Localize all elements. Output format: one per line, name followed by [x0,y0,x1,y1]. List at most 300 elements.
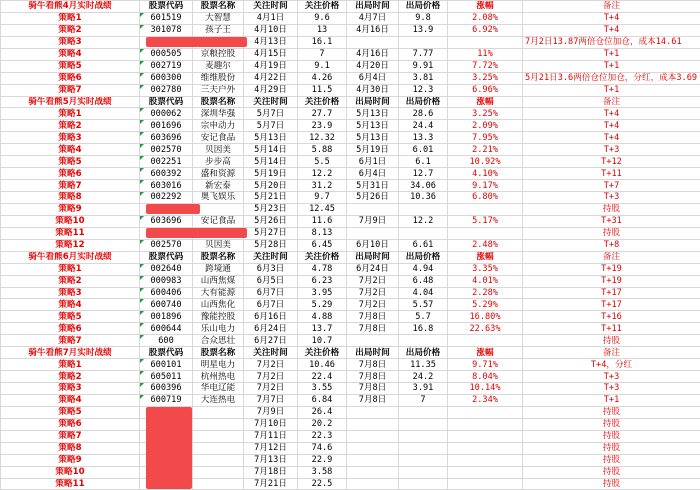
exit_price-cell[interactable]: 13.9 [399,24,448,36]
watch_time-cell[interactable]: 4月1日 [244,12,298,24]
name-cell[interactable] [193,406,244,418]
watch_time-cell[interactable]: 7月7日 [244,394,298,406]
gain-cell[interactable]: 2.09% [448,120,523,132]
code-cell[interactable]: 002570 [140,239,193,251]
watch_price-cell[interactable]: 22.5 [298,478,347,490]
watch_price-cell[interactable]: 6.45 [298,239,347,251]
strategy-label[interactable]: 策略11 [1,227,140,239]
note-cell[interactable]: T+1 [523,60,700,72]
watch_time-cell[interactable]: 6月27日 [244,335,298,347]
gain-cell[interactable]: 3.25% [448,72,523,84]
note-cell[interactable]: T+1 [523,48,700,60]
name-cell[interactable]: 山西焦化 [193,299,244,311]
strategy-label[interactable]: 策略10 [1,466,140,478]
exit_price-cell[interactable]: 7 [399,394,448,406]
column-header[interactable]: 备注 [523,1,700,13]
exit_price-cell[interactable] [399,203,448,215]
watch_time-cell[interactable]: 4月19日 [244,60,298,72]
gain-cell[interactable]: 2.21% [448,144,523,156]
exit_price-cell[interactable]: 24.4 [399,120,448,132]
note-cell[interactable]: T+3 [523,383,700,395]
code-cell[interactable]: 600740 [140,299,193,311]
name-cell[interactable]: 奥飞娱乐 [193,192,244,204]
note-cell[interactable]: 持股 [523,335,700,347]
strategy-label[interactable]: 策略8 [1,192,140,204]
exit_price-cell[interactable]: 5.57 [399,299,448,311]
exit_price-cell[interactable]: 12.3 [399,84,448,96]
name-cell[interactable]: 明星电力 [193,359,244,371]
code-cell[interactable]: 600101 [140,359,193,371]
exit_time-cell[interactable]: 7月8日 [347,383,399,395]
watch_time-cell[interactable]: 7月2日 [244,383,298,395]
gain-cell[interactable] [448,418,523,430]
note-cell[interactable]: T+19 [523,275,700,287]
watch_price-cell[interactable]: 6.23 [298,275,347,287]
column-header[interactable]: 关注价格 [298,347,347,359]
name-cell[interactable]: 三夫户外 [193,84,244,96]
strategy-label[interactable]: 策略4 [1,48,140,60]
watch_time-cell[interactable]: 4月15日 [244,48,298,60]
exit_time-cell[interactable]: 7月8日 [347,394,399,406]
exit_time-cell[interactable] [347,418,399,430]
name-cell[interactable]: 京粮控股 [193,48,244,60]
watch_price-cell[interactable]: 22.3 [298,430,347,442]
exit_price-cell[interactable]: 28.6 [399,108,448,120]
strategy-label[interactable]: 策略7 [1,84,140,96]
exit_time-cell[interactable]: 4月16日 [347,24,399,36]
note-cell[interactable]: T+16 [523,311,700,323]
code-cell[interactable]: 002570 [140,144,193,156]
gain-cell[interactable] [448,466,523,478]
name-cell[interactable]: 盛和资源 [193,168,244,180]
column-header[interactable]: 出局价格 [399,251,448,263]
watch_price-cell[interactable]: 23.9 [298,120,347,132]
strategy-label[interactable]: 策略7 [1,335,140,347]
name-cell[interactable] [193,203,244,215]
note-cell[interactable]: T+4 [523,12,700,24]
column-header[interactable]: 股票名称 [193,96,244,108]
exit_time-cell[interactable]: 4月16日 [347,48,399,60]
column-header[interactable]: 出局时间 [347,96,399,108]
gain-cell[interactable]: 2.28% [448,287,523,299]
exit_price-cell[interactable]: 24.2 [399,371,448,383]
code-cell[interactable]: 601519 [140,12,193,24]
strategy-label[interactable]: 策略9 [1,203,140,215]
strategy-label[interactable]: 策略5 [1,60,140,72]
code-cell[interactable]: 000505 [140,48,193,60]
gain-cell[interactable]: 4.10% [448,168,523,180]
gain-cell[interactable]: 6.92% [448,24,523,36]
gain-cell[interactable]: 5.29% [448,299,523,311]
column-header[interactable]: 关注价格 [298,1,347,13]
exit_price-cell[interactable]: 13.3 [399,132,448,144]
note-cell[interactable]: T+8 [523,239,700,251]
watch_price-cell[interactable]: 4.78 [298,263,347,275]
note-cell[interactable]: T+31 [523,215,700,227]
strategy-label[interactable]: 策略7 [1,180,140,192]
watch_time-cell[interactable]: 4月13日 [244,36,298,48]
column-header[interactable]: 股票名称 [193,251,244,263]
exit_time-cell[interactable] [347,36,399,48]
watch_price-cell[interactable]: 16.1 [298,36,347,48]
gain-cell[interactable]: 4.01% [448,275,523,287]
strategy-label[interactable]: 策略2 [1,275,140,287]
strategy-label[interactable]: 策略3 [1,287,140,299]
name-cell[interactable]: 合众思壮 [193,335,244,347]
strategy-label[interactable]: 策略1 [1,108,140,120]
watch_time-cell[interactable]: 5月26日 [244,215,298,227]
watch_time-cell[interactable]: 6月5日 [244,275,298,287]
watch_time-cell[interactable]: 7月10日 [244,418,298,430]
name-cell[interactable]: 山西焦煤 [193,275,244,287]
watch_price-cell[interactable]: 5.5 [298,156,347,168]
exit_price-cell[interactable] [399,454,448,466]
watch_time-cell[interactable]: 5月21日 [244,192,298,204]
exit_price-cell[interactable] [399,418,448,430]
note-cell[interactable]: 5月21日3.6两倍仓位加仓，分红，成本3.69 [523,72,700,84]
gain-cell[interactable]: 10.92% [448,156,523,168]
exit_price-cell[interactable] [399,406,448,418]
watch_time-cell[interactable]: 7月2日 [244,371,298,383]
exit_price-cell[interactable]: 12.7 [399,168,448,180]
column-header[interactable]: 备注 [523,347,700,359]
strategy-label[interactable]: 策略6 [1,72,140,84]
gain-cell[interactable]: 9.17% [448,180,523,192]
gain-cell[interactable] [448,335,523,347]
strategy-label[interactable]: 策略4 [1,299,140,311]
name-cell[interactable] [193,430,244,442]
name-cell[interactable] [193,418,244,430]
strategy-label[interactable]: 策略3 [1,36,140,48]
watch_time-cell[interactable]: 7月21日 [244,478,298,490]
watch_price-cell[interactable]: 3.55 [298,383,347,395]
exit_price-cell[interactable]: 11.35 [399,359,448,371]
gain-cell[interactable] [448,203,523,215]
note-cell[interactable]: T+4 [523,108,700,120]
exit_price-cell[interactable]: 9.8 [399,12,448,24]
column-header[interactable]: 出局价格 [399,1,448,13]
strategy-label[interactable]: 策略1 [1,263,140,275]
note-cell[interactable]: T+4 [523,120,700,132]
exit_price-cell[interactable]: 12.2 [399,215,448,227]
gain-cell[interactable]: 6.80% [448,192,523,204]
name-cell[interactable]: 孩子王 [193,24,244,36]
exit_time-cell[interactable]: 5月31日 [347,180,399,192]
column-header[interactable]: 出局时间 [347,1,399,13]
exit_price-cell[interactable]: 3.81 [399,72,448,84]
name-cell[interactable]: 新宏泰 [193,180,244,192]
strategy-label[interactable]: 策略4 [1,394,140,406]
watch_time-cell[interactable]: 5月20日 [244,180,298,192]
note-cell[interactable]: T+4 [523,132,700,144]
watch_price-cell[interactable]: 3.95 [298,287,347,299]
exit_price-cell[interactable]: 34.06 [399,180,448,192]
code-cell[interactable]: 603696 [140,132,193,144]
name-cell[interactable]: 宗申动力 [193,120,244,132]
strategy-label[interactable]: 策略3 [1,383,140,395]
exit_price-cell[interactable]: 7.77 [399,48,448,60]
section-title[interactable]: 骑牛看熊4月实时战绩 [1,1,140,13]
column-header[interactable]: 出局价格 [399,347,448,359]
name-cell[interactable]: 乐山电力 [193,323,244,335]
watch_time-cell[interactable]: 7月2日 [244,359,298,371]
watch_time-cell[interactable]: 4月29日 [244,84,298,96]
note-cell[interactable]: 持股 [523,203,700,215]
watch_time-cell[interactable]: 7月12日 [244,442,298,454]
strategy-label[interactable]: 策略3 [1,132,140,144]
note-cell[interactable]: 持股 [523,227,700,239]
strategy-label[interactable]: 策略7 [1,430,140,442]
strategy-label[interactable]: 策略2 [1,371,140,383]
name-cell[interactable] [193,478,244,490]
name-cell[interactable]: 大连热电 [193,394,244,406]
name-cell[interactable]: 安记食品 [193,215,244,227]
watch_time-cell[interactable]: 5月28日 [244,239,298,251]
strategy-label[interactable]: 策略4 [1,144,140,156]
code-cell[interactable]: 600392 [140,168,193,180]
strategy-label[interactable]: 策略8 [1,442,140,454]
note-cell[interactable]: T+1 [523,394,700,406]
watch_time-cell[interactable]: 7月18日 [244,466,298,478]
note-cell[interactable]: 持股 [523,418,700,430]
note-cell[interactable]: 7月2日13.87两倍仓位加仓，成本14.61 [523,36,700,48]
column-header[interactable]: 备注 [523,96,700,108]
code-cell[interactable]: 600719 [140,394,193,406]
strategy-label[interactable]: 策略6 [1,418,140,430]
watch_price-cell[interactable]: 5.29 [298,299,347,311]
gain-cell[interactable] [448,454,523,466]
gain-cell[interactable]: 22.63% [448,323,523,335]
gain-cell[interactable]: 6.96% [448,84,523,96]
strategy-label[interactable]: 策略2 [1,120,140,132]
column-header[interactable]: 关注时间 [244,96,298,108]
watch_price-cell[interactable]: 12.2 [298,168,347,180]
note-cell[interactable]: T+3 [523,192,700,204]
name-cell[interactable]: 步步高 [193,156,244,168]
name-cell[interactable]: 麦趣尔 [193,60,244,72]
note-cell[interactable]: 持股 [523,478,700,490]
watch_time-cell[interactable]: 4月10日 [244,24,298,36]
gain-cell[interactable] [448,478,523,490]
name-cell[interactable] [193,442,244,454]
column-header[interactable]: 关注时间 [244,251,298,263]
note-cell[interactable]: T+11 [523,168,700,180]
exit_time-cell[interactable] [347,406,399,418]
gain-cell[interactable]: 9.71% [448,359,523,371]
note-cell[interactable]: 持股 [523,454,700,466]
exit_time-cell[interactable]: 5月19日 [347,144,399,156]
strategy-label[interactable]: 策略6 [1,168,140,180]
watch_time-cell[interactable]: 5月13日 [244,132,298,144]
name-cell[interactable]: 深圳华强 [193,108,244,120]
name-cell[interactable]: 维维股份 [193,72,244,84]
note-cell[interactable]: T+12 [523,156,700,168]
watch_price-cell[interactable]: 74.6 [298,442,347,454]
exit_time-cell[interactable] [347,335,399,347]
watch_price-cell[interactable]: 11.5 [298,84,347,96]
watch_price-cell[interactable]: 27.7 [298,108,347,120]
gain-cell[interactable]: 7.95% [448,132,523,144]
exit_price-cell[interactable]: 6.01 [399,144,448,156]
code-cell[interactable]: 001696 [140,120,193,132]
exit_price-cell[interactable] [399,478,448,490]
exit_price-cell[interactable] [399,36,448,48]
watch_price-cell[interactable]: 26.4 [298,406,347,418]
column-header[interactable]: 关注价格 [298,96,347,108]
code-cell[interactable]: 001896 [140,311,193,323]
code-cell[interactable]: 600300 [140,72,193,84]
exit_time-cell[interactable]: 7月8日 [347,359,399,371]
watch_time-cell[interactable]: 6月24日 [244,323,298,335]
watch_time-cell[interactable]: 7月13日 [244,454,298,466]
note-cell[interactable]: T+7 [523,180,700,192]
column-header[interactable]: 涨幅 [448,1,523,13]
strategy-label[interactable]: 策略5 [1,406,140,418]
exit_time-cell[interactable]: 7月2日 [347,287,399,299]
watch_price-cell[interactable]: 4.26 [298,72,347,84]
exit_time-cell[interactable]: 7月8日 [347,323,399,335]
name-cell[interactable]: 安记食品 [193,132,244,144]
exit_time-cell[interactable] [347,454,399,466]
exit_time-cell[interactable]: 5月26日 [347,192,399,204]
strategy-label[interactable]: 策略5 [1,311,140,323]
name-cell[interactable]: 跨境通 [193,263,244,275]
column-header[interactable]: 涨幅 [448,347,523,359]
code-cell[interactable]: 600 [140,335,193,347]
exit_time-cell[interactable]: 4月7日 [347,12,399,24]
name-cell[interactable]: 大智慧 [193,12,244,24]
name-cell[interactable]: 贝因美 [193,144,244,156]
watch_time-cell[interactable]: 5月19日 [244,168,298,180]
strategy-label[interactable]: 策略2 [1,24,140,36]
gain-cell[interactable]: 11% [448,48,523,60]
exit_time-cell[interactable]: 5月13日 [347,132,399,144]
note-cell[interactable]: T+4 [523,24,700,36]
gain-cell[interactable]: 16.80% [448,311,523,323]
exit_time-cell[interactable]: 7月9日 [347,215,399,227]
exit_price-cell[interactable]: 10.36 [399,192,448,204]
exit_time-cell[interactable]: 6月24日 [347,263,399,275]
exit_time-cell[interactable]: 4月30日 [347,84,399,96]
watch_time-cell[interactable]: 5月7日 [244,108,298,120]
exit_time-cell[interactable]: 6月10日 [347,239,399,251]
section-title[interactable]: 骑牛看熊6月实时战绩 [1,251,140,263]
name-cell[interactable]: 豫能控股 [193,311,244,323]
watch_time-cell[interactable]: 6月3日 [244,263,298,275]
column-header[interactable]: 出局时间 [347,347,399,359]
column-header[interactable]: 股票代码 [140,1,193,13]
watch_price-cell[interactable]: 3.58 [298,466,347,478]
watch_time-cell[interactable]: 6月16日 [244,311,298,323]
watch_time-cell[interactable]: 5月14日 [244,156,298,168]
gain-cell[interactable]: 10.14% [448,383,523,395]
strategy-label[interactable]: 策略9 [1,454,140,466]
column-header[interactable]: 关注时间 [244,1,298,13]
exit_time-cell[interactable] [347,203,399,215]
watch_price-cell[interactable]: 12.32 [298,132,347,144]
note-cell[interactable]: 持股 [523,430,700,442]
code-cell[interactable]: 600644 [140,323,193,335]
note-cell[interactable]: 持股 [523,442,700,454]
exit_price-cell[interactable]: 4.94 [399,263,448,275]
gain-cell[interactable]: 2.08% [448,12,523,24]
exit_time-cell[interactable]: 6月1日 [347,156,399,168]
exit_price-cell[interactable]: 4.04 [399,287,448,299]
watch_price-cell[interactable]: 8.13 [298,227,347,239]
column-header[interactable]: 股票代码 [140,251,193,263]
exit_price-cell[interactable]: 6.48 [399,275,448,287]
watch_price-cell[interactable]: 20.2 [298,418,347,430]
watch_price-cell[interactable]: 9.6 [298,12,347,24]
code-cell[interactable]: 603016 [140,180,193,192]
column-header[interactable]: 出局价格 [399,96,448,108]
watch_price-cell[interactable]: 12.45 [298,203,347,215]
exit_time-cell[interactable] [347,227,399,239]
watch_price-cell[interactable]: 11.6 [298,215,347,227]
exit_price-cell[interactable]: 6.1 [399,156,448,168]
exit_time-cell[interactable]: 7月8日 [347,311,399,323]
strategy-label[interactable]: 策略5 [1,156,140,168]
column-header[interactable]: 关注时间 [244,347,298,359]
code-cell[interactable]: 600406 [140,287,193,299]
code-cell[interactable]: 000983 [140,275,193,287]
watch_time-cell[interactable]: 5月7日 [244,120,298,132]
exit_time-cell[interactable] [347,442,399,454]
code-cell[interactable]: 002251 [140,156,193,168]
exit_price-cell[interactable]: 3.91 [399,383,448,395]
note-cell[interactable]: T+4，分红 [523,359,700,371]
strategy-label[interactable]: 策略12 [1,239,140,251]
note-cell[interactable]: T+3 [523,371,700,383]
exit_price-cell[interactable] [399,335,448,347]
code-cell[interactable]: 002292 [140,192,193,204]
watch_price-cell[interactable]: 5.88 [298,144,347,156]
exit_time-cell[interactable]: 7月2日 [347,275,399,287]
exit_price-cell[interactable]: 5.7 [399,311,448,323]
note-cell[interactable]: 持股 [523,466,700,478]
exit_time-cell[interactable]: 7月8日 [347,371,399,383]
note-cell[interactable]: T+19 [523,263,700,275]
note-cell[interactable]: T+3 [523,144,700,156]
watch_time-cell[interactable]: 6月7日 [244,287,298,299]
exit_time-cell[interactable] [347,466,399,478]
column-header[interactable]: 涨幅 [448,96,523,108]
note-cell[interactable]: T+11 [523,323,700,335]
code-cell[interactable]: 301078 [140,24,193,36]
exit_time-cell[interactable]: 6月4日 [347,72,399,84]
exit_price-cell[interactable]: 9.91 [399,60,448,72]
gain-cell[interactable] [448,227,523,239]
gain-cell[interactable]: 5.17% [448,215,523,227]
code-cell[interactable]: 002719 [140,60,193,72]
gain-cell[interactable]: 7.72% [448,60,523,72]
exit_price-cell[interactable] [399,442,448,454]
watch_price-cell[interactable]: 31.2 [298,180,347,192]
section-title[interactable]: 骑牛看熊7月实时战绩 [1,347,140,359]
exit_time-cell[interactable]: 5月13日 [347,108,399,120]
column-header[interactable]: 股票名称 [193,347,244,359]
gain-cell[interactable] [448,406,523,418]
column-header[interactable]: 备注 [523,251,700,263]
note-cell[interactable]: T+17 [523,287,700,299]
strategy-label[interactable]: 策略6 [1,323,140,335]
strategy-label[interactable]: 策略11 [1,478,140,490]
exit_time-cell[interactable]: 4月20日 [347,60,399,72]
watch_price-cell[interactable]: 22.4 [298,371,347,383]
gain-cell[interactable]: 3.35% [448,263,523,275]
gain-cell[interactable]: 3.25% [448,108,523,120]
name-cell[interactable]: 贝因美 [193,239,244,251]
